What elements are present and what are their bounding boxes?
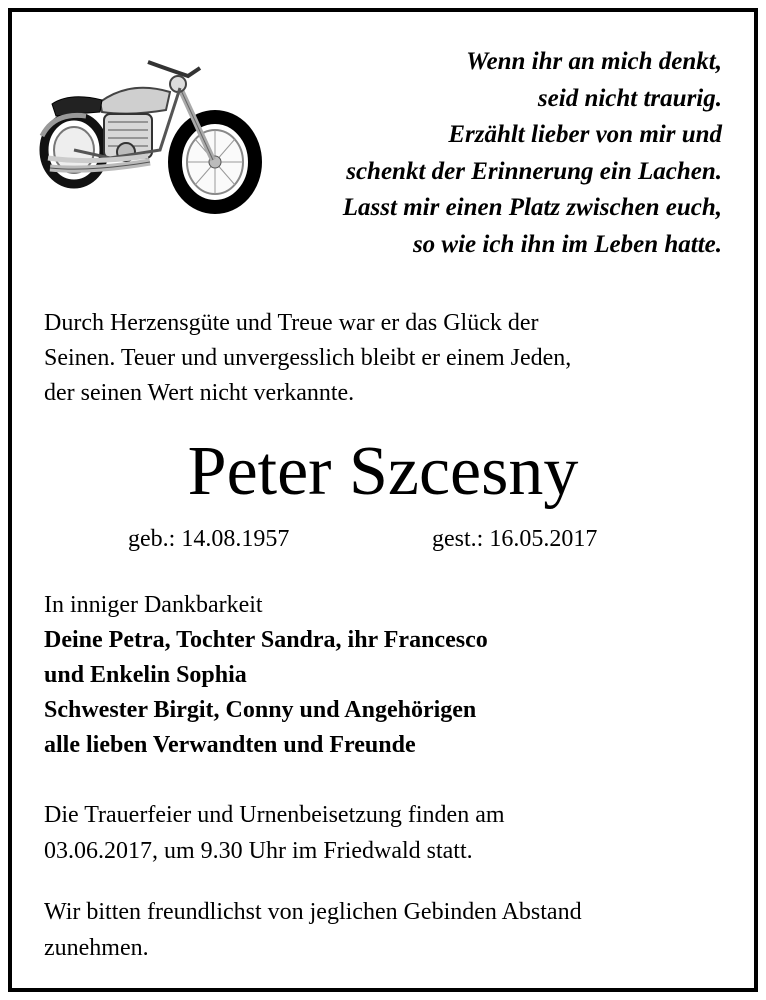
deceased-name: Peter Szcesny	[187, 433, 579, 510]
funeral-line: 03.06.2017, um 9.30 Uhr im Friedwald statt.	[44, 838, 473, 864]
poem-line: Lasst mir einen Platz zwischen euch,	[342, 194, 722, 221]
death-date: gest.: 16.05.2017	[432, 526, 598, 552]
poem-line: Wenn ihr an mich denkt,	[466, 48, 722, 75]
mourners-intro: In inniger Dankbarkeit	[44, 592, 263, 618]
note-line: zunehmen.	[44, 935, 149, 961]
motorcycle-icon	[30, 40, 262, 215]
intro-line: der seinen Wert nicht verkannte.	[44, 380, 355, 406]
flowers-note	[44, 894, 734, 966]
mourner-line: alle lieben Verwandten und Freunde	[44, 732, 416, 758]
mourners-block	[44, 588, 734, 763]
mourner-line: Schwester Birgit, Conny und Angehörigen	[44, 697, 477, 723]
note-line: Wir bitten freundlichst von jeglichen Gebinden Abstand	[44, 899, 582, 925]
funeral-line: Die Trauerfeier und Urnenbeisetzung finden am	[44, 802, 505, 828]
funeral-info	[44, 797, 734, 869]
intro-line: Seinen. Teuer und unvergesslich bleibt er einem Jeden,	[44, 345, 572, 371]
mourner-line: und Enkelin Sophia	[44, 662, 247, 688]
intro-paragraph	[44, 306, 734, 411]
mourner-line: Deine Petra, Tochter Sandra, ihr Francesco	[44, 627, 488, 653]
poem-line: seid nicht traurig.	[537, 84, 722, 112]
birth-date: geb.: 14.08.1957	[128, 526, 290, 552]
intro-line: Durch Herzensgüte und Treue war er das Glück der	[44, 310, 539, 336]
poem-line: Erzählt lieber von mir und	[448, 121, 722, 148]
poem-line: schenkt der Erinnerung ein Lachen.	[346, 157, 722, 185]
poem-line: so wie ich ihn im Leben hatte.	[412, 230, 722, 258]
poem	[252, 44, 722, 263]
